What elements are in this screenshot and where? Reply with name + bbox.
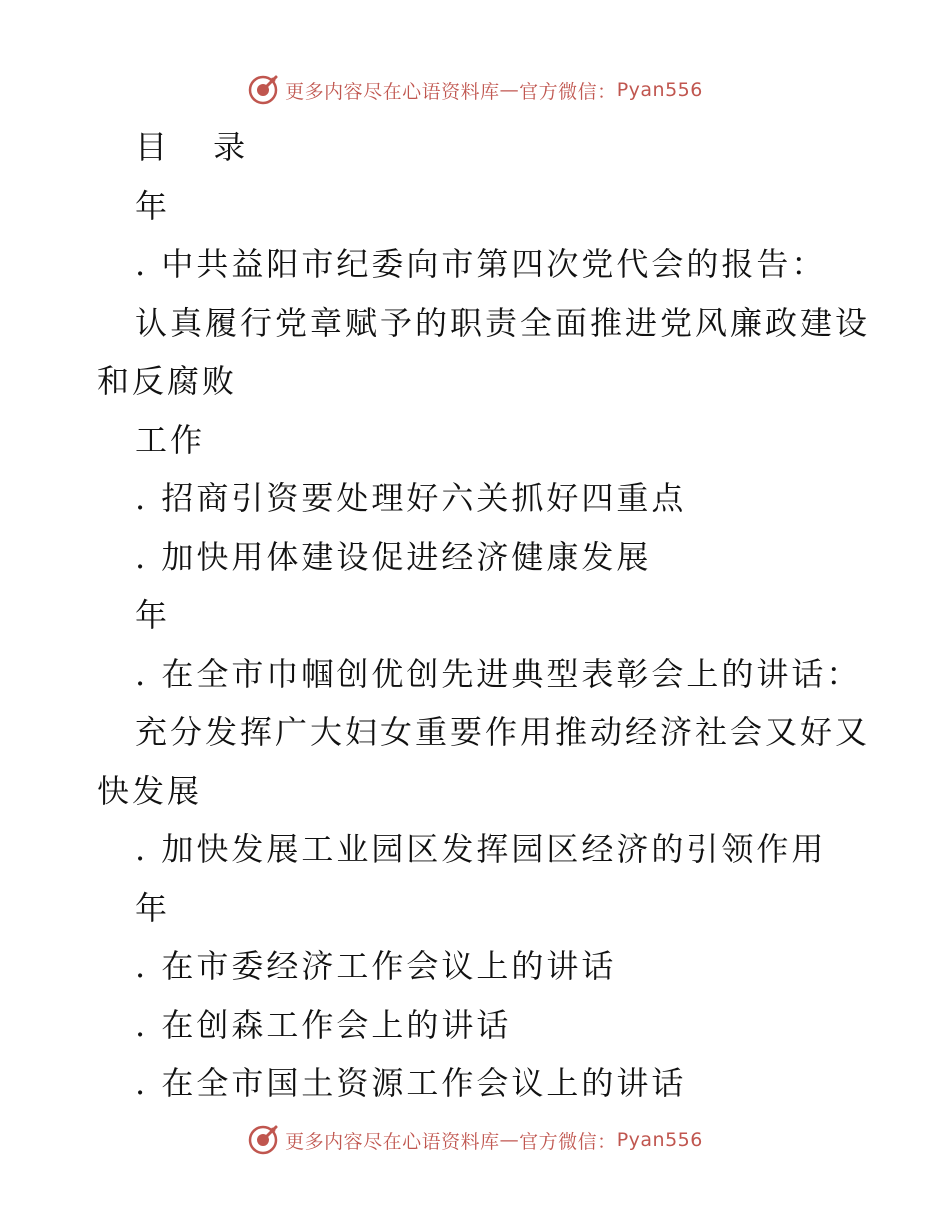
- toc-line: . 加快用体建设促进经济健康发展: [135, 537, 652, 576]
- watermark-separator: —: [499, 1129, 520, 1151]
- pen-logo-icon: [247, 1124, 279, 1156]
- watermark-account: Pyan556: [616, 1129, 703, 1151]
- watermark-suffix: 官方微信：: [519, 80, 617, 103]
- toc-line: . 招商引资要处理好六关抓好四重点: [135, 479, 687, 517]
- toc-line: . 中共益阳市纪委向市第四次党代会的报告：: [135, 245, 827, 283]
- toc-line: . 加快发展工业园区发挥园区经济的引领作用: [135, 830, 827, 868]
- watermark-text: 更多内容尽在心语资料库: [285, 1130, 500, 1153]
- toc-line: 和反腐败: [97, 362, 238, 400]
- toc-line: 充分发挥广大妇女重要作用推动经济社会又好又: [135, 713, 871, 751]
- toc-line: 工作: [135, 420, 206, 459]
- toc-line: . 在市委经济工作会议上的讲话: [135, 947, 617, 985]
- toc-title: 目 录: [135, 128, 264, 166]
- toc-line: . 在全市国土资源工作会议上的讲话: [135, 1064, 687, 1102]
- watermark-account: Pyan556: [616, 79, 703, 101]
- watermark-suffix: 官方微信：: [519, 1130, 617, 1153]
- toc-line: 年: [135, 596, 171, 634]
- watermark-banner-top: [0, 72, 950, 108]
- toc-line: 快发展: [97, 771, 203, 810]
- toc-line: 认真履行党章赋予的职责全面推进党风廉政建设: [135, 303, 871, 342]
- toc-line: 年: [135, 888, 171, 927]
- pen-logo-icon: [247, 74, 279, 106]
- toc-line: . 在全市巾帼创优创先进典型表彰会上的讲话：: [135, 654, 862, 693]
- toc-content: [97, 118, 871, 1113]
- toc-line: . 在创森工作会上的讲话: [135, 1005, 512, 1044]
- watermark-separator: —: [499, 79, 520, 101]
- toc-line: 年: [135, 186, 171, 225]
- watermark-text: 更多内容尽在心语资料库: [285, 80, 500, 103]
- watermark-banner-bottom: [0, 1122, 950, 1158]
